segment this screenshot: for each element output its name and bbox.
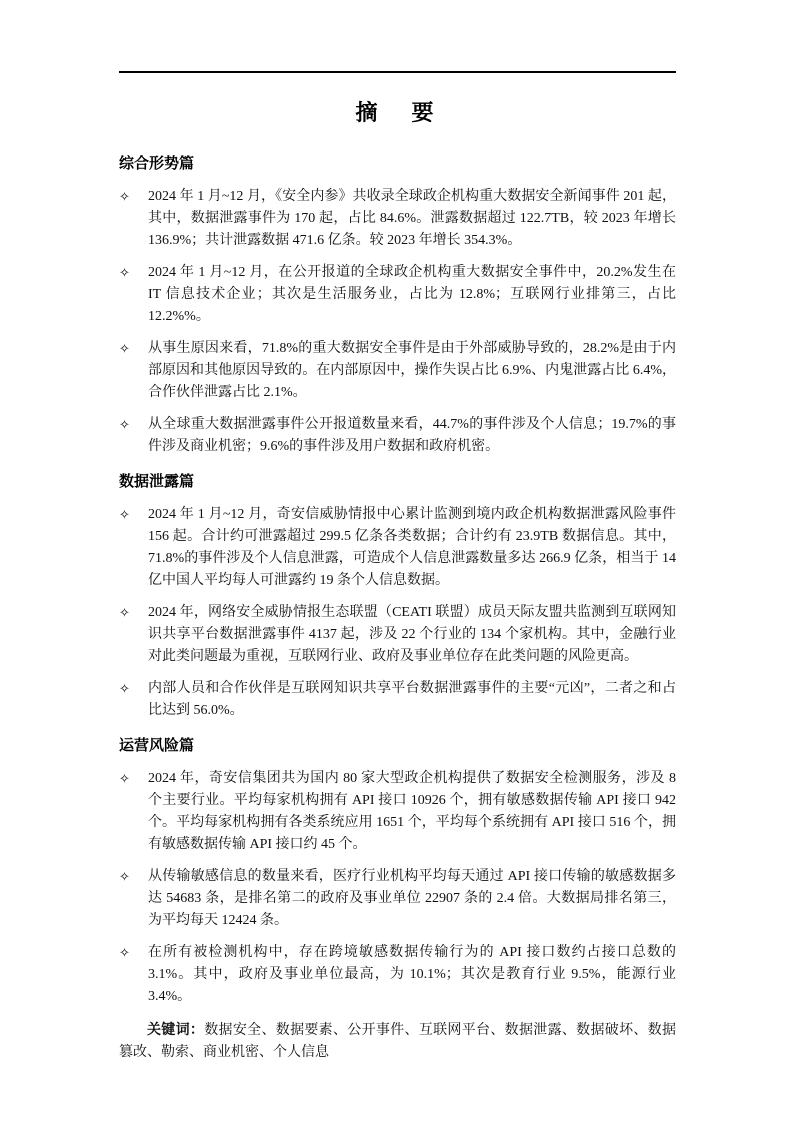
bullet-item <box>119 186 676 252</box>
keywords-text: 数据安全、数据要素、公开事件、互联网平台、数据泄露、数据破坏、数据篡改、勒索、商业机密、个人信息 <box>119 1023 677 1060</box>
diamond-bullet-icon: ✧ <box>119 605 130 620</box>
bullet-item <box>119 942 676 1008</box>
section-heading-operation-risk: 运营风险篇 <box>119 737 195 754</box>
bullet-text: 2024 年，奇安信集团共为国内 80 家大型政企机构提供了数据安全检测服务，涉及 8 个主要行业。平均每家机构拥有 API 接口 10926 个，拥有敏感数据传输 API 接口 942 个。平均每家机构拥有各类系统应用 1651 个，平均每个系统拥有 API 接口 516 个，拥有敏感数据传输 API 接口约 45 个。 <box>148 771 676 852</box>
bullet-item <box>119 262 676 328</box>
bullet-text: 从事生原因来看，71.8%的重大数据安全事件是由于外部威胁导致的，28.2%是由于内部原因和其他原因导致的。在内部原因中，操作失误占比 6.9%、内鬼泄露占比 6.4%，合作伙伴泄露占比 2.1%。 <box>148 341 676 400</box>
diamond-bullet-icon: ✧ <box>119 507 130 522</box>
diamond-bullet-icon: ✧ <box>119 189 130 204</box>
diamond-bullet-icon: ✧ <box>119 771 130 786</box>
diamond-bullet-icon: ✧ <box>119 945 130 960</box>
keywords-label: 关键词： <box>147 1021 205 1037</box>
diamond-bullet-icon: ✧ <box>119 417 130 432</box>
bullet-text: 2024 年 1 月~12 月，奇安信威胁情报中心累计监测到境内政企机构数据泄露风险事件 156 起。合计约可泄露超过 299.5 亿条各类数据；合计约有 23.9TB 数据信息。其中，71.8%的事件涉及个人信息泄露，可造成个人信息泄露数量多达 266.9 亿条，相当于 14 亿中国人平均每人可泄露约 19 条个人信息数据。 <box>148 507 676 588</box>
bullet-item <box>119 602 676 668</box>
bullet-text: 内部人员和合作伙伴是互联网知识共享平台数据泄露事件的主要“元凶”，二者之和占比达到 56.0%。 <box>148 681 676 718</box>
diamond-bullet-icon: ✧ <box>119 341 130 356</box>
section-heading-comprehensive-situation: 综合形势篇 <box>119 155 195 172</box>
bullet-text: 从传输敏感信息的数量来看，医疗行业机构平均每天通过 API 接口传输的敏感数据多达 54683 条，是排名第二的政府及事业单位 22907 条的 2.4 倍。大数据局排名第三，为平均每天 12424 条。 <box>148 869 676 928</box>
bullet-item <box>119 414 676 458</box>
bullet-item <box>119 768 676 856</box>
bullet-item <box>119 678 676 722</box>
diamond-bullet-icon: ✧ <box>119 265 130 280</box>
bullet-item <box>119 866 676 932</box>
bullet-item <box>119 504 676 592</box>
diamond-bullet-icon: ✧ <box>119 869 130 884</box>
page-content <box>119 0 676 1064</box>
section-heading-data-leak: 数据泄露篇 <box>119 473 195 490</box>
bullet-text: 2024 年 1 月~12 月，在公开报道的全球政企机构重大数据安全事件中，20.2%发生在 IT 信息技术企业；其次是生活服务业，占比为 12.8%；互联网行业排第三，占比 12.2%%。 <box>148 265 676 324</box>
bullet-text: 从全球重大数据泄露事件公开报道数量来看，44.7%的事件涉及个人信息；19.7%的事件涉及商业机密；9.6%的事件涉及用户数据和政府机密。 <box>148 417 676 454</box>
bullet-text: 2024 年 1 月~12 月，《安全内参》共收录全球政企机构重大数据安全新闻事件 201 起，其中，数据泄露事件为 170 起，占比 84.6%。泄露数据超过 122.7TB，较 2023 年增长 136.9%；共计泄露数据 471.6 亿条。较 2023 年增长 354.3%。 <box>148 189 676 248</box>
bullet-text: 在所有被检测机构中，存在跨境敏感数据传输行为的 API 接口数约占接口总数的 3.1%。其中，政府及事业单位最高，为 10.1%；其次是教育行业 9.5%，能源行业 3.4%。 <box>148 945 676 1004</box>
diamond-bullet-icon: ✧ <box>119 681 130 696</box>
bullet-item <box>119 338 676 404</box>
keywords-paragraph <box>119 1018 676 1064</box>
page-title: 摘 要 <box>355 100 440 125</box>
bullet-text: 2024 年，网络安全威胁情报生态联盟（CEATI 联盟）成员天际友盟共监测到互联网知识共享平台数据泄露事件 4137 起，涉及 22 个行业的 134 个家机构。其中，金融行业对此类问题最为重视，互联网行业、政府及事业单位存在此类问题的风险更高。 <box>148 605 676 664</box>
